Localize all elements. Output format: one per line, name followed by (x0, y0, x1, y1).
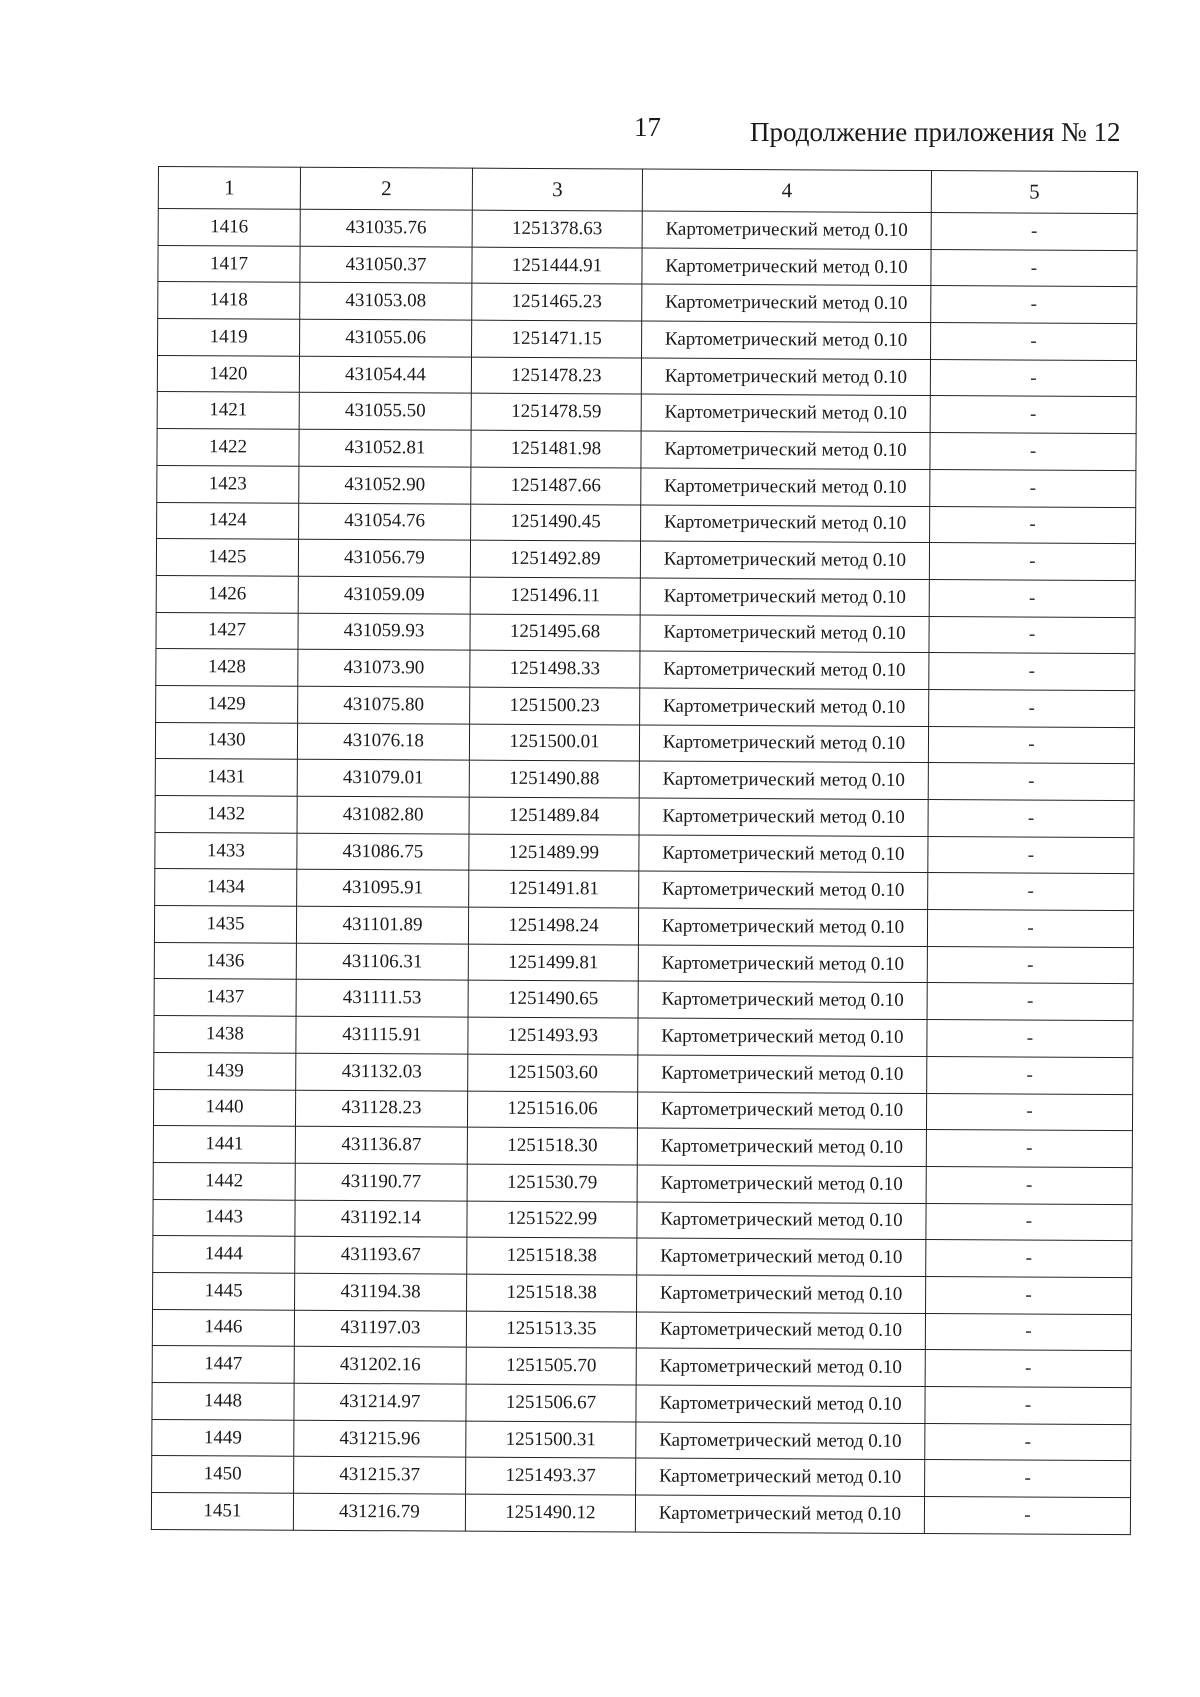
table-row (156, 575, 1135, 617)
table-cell: 431132.03 (296, 1053, 468, 1091)
table-cell: 431190.77 (295, 1163, 467, 1201)
table-cell: 1437 (154, 979, 296, 1016)
table-row (153, 1272, 1132, 1314)
table-cell: 1430 (155, 722, 297, 759)
table-body (151, 167, 1137, 1535)
table-cell: - (928, 763, 1134, 801)
column-header: 1 (158, 167, 300, 210)
table-row (155, 759, 1134, 801)
table-cell: Картометрический метод 0.10 (638, 908, 927, 946)
table-cell: 1422 (157, 429, 299, 466)
table-cell: 1421 (157, 392, 299, 429)
table-cell: 1251491.81 (469, 871, 639, 909)
table-row (152, 1419, 1131, 1461)
continuation-title: Продолжение приложения № 12 (750, 117, 1121, 147)
page-number: 17 (634, 112, 661, 142)
table-cell: - (927, 1056, 1133, 1094)
table-row (158, 319, 1137, 361)
table-cell: Картометрический метод 0.10 (638, 1055, 927, 1093)
table-cell: 431215.96 (294, 1420, 466, 1458)
table-cell: 431136.87 (295, 1126, 467, 1164)
table-row (155, 869, 1134, 911)
table-header-row (158, 167, 1137, 214)
table-cell: Картометрический метод 0.10 (641, 468, 930, 506)
table-row (153, 1089, 1132, 1131)
table-cell: 1251492.89 (470, 540, 640, 578)
table-cell: 1251498.33 (470, 650, 640, 688)
coordinates-table (151, 166, 1138, 1535)
column-header: 4 (642, 169, 931, 213)
table-cell: 1251490.45 (471, 504, 641, 542)
table-cell: - (927, 910, 1133, 948)
table-cell: 1251471.15 (472, 320, 642, 358)
table-cell: 1442 (153, 1162, 295, 1199)
table-cell: - (930, 323, 1136, 361)
table-cell: 1419 (158, 319, 300, 356)
table-cell: 431216.79 (293, 1493, 465, 1531)
table-cell: 431035.76 (300, 209, 472, 247)
table-cell: 1251478.59 (471, 394, 641, 432)
table-cell: 431128.23 (295, 1090, 467, 1128)
table-cell: Картометрический метод 0.10 (642, 284, 931, 322)
table-cell: 1432 (155, 795, 297, 832)
table-cell: 431052.90 (299, 466, 471, 504)
table-cell: 431115.91 (296, 1016, 468, 1054)
table-cell: - (927, 1020, 1133, 1058)
table-cell: Картометрический метод 0.10 (640, 615, 929, 653)
table-cell: 1439 (154, 1052, 296, 1089)
table-cell: 1251493.37 (466, 1458, 636, 1496)
table-cell: 1446 (152, 1309, 294, 1346)
table-row (157, 392, 1136, 434)
table-cell: 1451 (151, 1493, 293, 1530)
table-cell: 1251506.67 (466, 1384, 636, 1422)
table-row (154, 1016, 1133, 1058)
table-cell: 1423 (157, 465, 299, 502)
table-row (151, 1493, 1130, 1535)
table-cell: - (926, 1130, 1132, 1168)
table-row (156, 539, 1135, 581)
table-cell: Картометрический метод 0.10 (636, 1312, 925, 1350)
table-cell: 1418 (158, 282, 300, 319)
table-cell: Картометрический метод 0.10 (638, 945, 927, 983)
table-cell: - (925, 1387, 1131, 1425)
table-row (153, 1236, 1132, 1278)
table-cell: 1251518.38 (467, 1237, 637, 1275)
table-row (155, 795, 1134, 837)
table-cell: 1251499.81 (468, 944, 638, 982)
table-cell: Картометрический метод 0.10 (640, 688, 929, 726)
table-cell: 1251444.91 (472, 247, 642, 285)
table-cell: 1251518.30 (467, 1127, 637, 1165)
table-cell: 1251500.23 (470, 687, 640, 725)
table-cell: - (931, 213, 1137, 251)
table-cell: 431106.31 (296, 943, 468, 981)
table-cell: 431056.79 (298, 539, 470, 577)
table-row (156, 612, 1135, 654)
table-row (156, 685, 1135, 727)
table-cell: 1251490.65 (468, 981, 638, 1019)
table-cell: 1251481.98 (471, 430, 641, 468)
table-cell: 1251500.31 (466, 1421, 636, 1459)
table-cell: Картометрический метод 0.10 (640, 651, 929, 689)
table-row (157, 502, 1136, 544)
table-cell: 1417 (158, 245, 300, 282)
table-row (155, 722, 1134, 764)
column-header: 2 (300, 167, 472, 210)
table-row (157, 465, 1136, 507)
table-cell: 431214.97 (294, 1383, 466, 1421)
table-cell: 1251503.60 (468, 1054, 638, 1092)
table-row (153, 1126, 1132, 1168)
table-cell: 1251518.38 (467, 1274, 637, 1312)
table-cell: 1449 (152, 1419, 294, 1456)
table-cell: 431054.44 (299, 356, 471, 394)
table-cell: 1251490.88 (469, 760, 639, 798)
table-cell: - (925, 1423, 1131, 1461)
table-cell: 431052.81 (299, 429, 471, 467)
table-cell: Картометрический метод 0.10 (641, 431, 930, 469)
table-cell: 1251522.99 (467, 1201, 637, 1239)
table-row (155, 832, 1134, 874)
table-cell: Картометрический метод 0.10 (637, 1165, 926, 1203)
table-cell: 1447 (152, 1346, 294, 1383)
table-cell: - (925, 1313, 1131, 1351)
table-row (154, 906, 1133, 948)
table-cell: 431193.67 (295, 1236, 467, 1274)
column-header: 3 (472, 168, 642, 211)
table-cell: Картометрический метод 0.10 (635, 1495, 924, 1533)
table-cell: Картометрический метод 0.10 (637, 1202, 926, 1240)
table-cell: 431055.06 (300, 319, 472, 357)
table-cell: 1251496.11 (470, 577, 640, 615)
table-cell: Картометрический метод 0.10 (636, 1422, 925, 1460)
table-row (158, 245, 1137, 287)
table-cell: - (928, 836, 1134, 874)
table-cell: - (931, 286, 1137, 324)
table-cell: Картометрический метод 0.10 (636, 1348, 925, 1386)
table-cell: 1431 (155, 759, 297, 796)
table-cell: Картометрический метод 0.10 (642, 211, 931, 249)
table-cell: - (931, 249, 1137, 287)
table-cell: Картометрический метод 0.10 (639, 725, 928, 763)
table-cell: 431215.37 (294, 1457, 466, 1495)
table-cell: 431059.93 (298, 613, 470, 651)
table-cell: - (926, 1276, 1132, 1314)
table-cell: 431101.89 (296, 906, 468, 944)
table-row (153, 1162, 1132, 1204)
table-cell: 1251498.24 (468, 907, 638, 945)
table-row (158, 209, 1137, 251)
table-cell: 431053.08 (300, 283, 472, 321)
table-cell: Картометрический метод 0.10 (636, 1458, 925, 1496)
table-cell: 1251465.23 (472, 284, 642, 322)
table-cell: - (926, 1093, 1132, 1131)
table-cell: - (930, 433, 1136, 471)
table-cell: Картометрический метод 0.10 (640, 578, 929, 616)
table-row (152, 1382, 1131, 1424)
table-cell: 431194.38 (295, 1273, 467, 1311)
table-cell: 1443 (153, 1199, 295, 1236)
table-cell: 431197.03 (294, 1310, 466, 1348)
table-row (152, 1309, 1131, 1351)
table-row (153, 1199, 1132, 1241)
table-cell: Картометрический метод 0.10 (641, 358, 930, 396)
table-cell: 1251490.12 (465, 1494, 635, 1532)
table-cell: 431202.16 (294, 1347, 466, 1385)
table-cell: 1424 (157, 502, 299, 539)
column-header: 5 (931, 171, 1137, 214)
table-cell: 1428 (156, 649, 298, 686)
table-cell: 1251513.35 (466, 1311, 636, 1349)
table-cell: Картометрический метод 0.10 (637, 1275, 926, 1313)
table-cell: - (929, 543, 1135, 581)
table-cell: 1251516.06 (467, 1091, 637, 1129)
table-cell: Картометрический метод 0.10 (640, 541, 929, 579)
table-cell: 1251530.79 (467, 1164, 637, 1202)
table-cell: 1441 (153, 1126, 295, 1163)
table-cell: - (927, 983, 1133, 1021)
table-cell: 431192.14 (295, 1200, 467, 1238)
table-cell: 1444 (153, 1236, 295, 1273)
table-row (152, 1346, 1131, 1388)
table-row (157, 355, 1136, 397)
table-cell: 1426 (156, 575, 298, 612)
table-cell: 431082.80 (297, 796, 469, 834)
table-cell: 1251478.23 (471, 357, 641, 395)
table-cell: - (927, 946, 1133, 984)
table-cell: - (925, 1350, 1131, 1388)
table-cell: Картометрический метод 0.10 (639, 798, 928, 836)
table-cell: - (929, 579, 1135, 617)
table-cell: 431055.50 (299, 393, 471, 431)
table-cell: Картометрический метод 0.10 (642, 321, 931, 359)
table-cell: 1435 (154, 906, 296, 943)
table-row (154, 979, 1133, 1021)
table-cell: 1251500.01 (469, 724, 639, 762)
table-cell: 431079.01 (297, 760, 469, 798)
table-cell: 1445 (153, 1272, 295, 1309)
table-cell: - (929, 616, 1135, 654)
table-row (152, 1456, 1131, 1498)
table-cell: - (929, 689, 1135, 727)
table-cell: 1251489.99 (469, 834, 639, 872)
table-cell: Картометрический метод 0.10 (642, 248, 931, 286)
table-cell: Картометрический метод 0.10 (641, 394, 930, 432)
table-cell: - (930, 506, 1136, 544)
table-cell: Картометрический метод 0.10 (641, 505, 930, 543)
table-cell: - (928, 800, 1134, 838)
table-cell: 1434 (155, 869, 297, 906)
table-cell: 1440 (153, 1089, 295, 1126)
table-cell: 431073.90 (298, 649, 470, 687)
table-cell: - (928, 873, 1134, 911)
table-row (154, 942, 1133, 984)
table-cell: - (926, 1240, 1132, 1278)
table-cell: 431050.37 (300, 246, 472, 284)
table-cell: - (924, 1497, 1130, 1535)
table-cell: - (929, 653, 1135, 691)
table-cell: Картометрический метод 0.10 (639, 761, 928, 799)
table-cell: Картометрический метод 0.10 (637, 1128, 926, 1166)
table-cell: Картометрический метод 0.10 (639, 871, 928, 909)
table-cell: 431075.80 (298, 686, 470, 724)
table-cell: 1433 (155, 832, 297, 869)
table-cell: 431076.18 (297, 723, 469, 761)
table-cell: 431095.91 (297, 870, 469, 908)
table-cell: - (926, 1203, 1132, 1241)
table-cell: 431059.09 (298, 576, 470, 614)
table-cell: 1251505.70 (466, 1347, 636, 1385)
table-cell: 1448 (152, 1382, 294, 1419)
table-cell: 1251487.66 (471, 467, 641, 505)
table-cell: - (930, 469, 1136, 507)
table-cell: 1416 (158, 209, 300, 246)
table-cell: 1436 (154, 942, 296, 979)
table-cell: 431054.76 (299, 503, 471, 541)
table-row (156, 649, 1135, 691)
table-cell: 431086.75 (297, 833, 469, 871)
table-cell: 1450 (152, 1456, 294, 1493)
table-cell: Картометрический метод 0.10 (638, 1018, 927, 1056)
table-cell: 431111.53 (296, 980, 468, 1018)
table-cell: - (926, 1166, 1132, 1204)
page-header (0, 112, 1200, 152)
table-cell: Картометрический метод 0.10 (637, 1092, 926, 1130)
table-cell: Картометрический метод 0.10 (639, 835, 928, 873)
table-cell: Картометрический метод 0.10 (638, 981, 927, 1019)
table-cell: - (930, 396, 1136, 434)
table-cell: 1420 (157, 355, 299, 392)
table-cell: 1429 (156, 685, 298, 722)
table-row (154, 1052, 1133, 1094)
table-row (158, 282, 1137, 324)
table-cell: - (928, 726, 1134, 764)
table-cell: 1251489.84 (469, 797, 639, 835)
table-cell: - (925, 1460, 1131, 1498)
table-cell: Картометрический метод 0.10 (636, 1385, 925, 1423)
table-cell: 1251378.63 (472, 210, 642, 248)
table-cell: 1425 (156, 539, 298, 576)
table-cell: 1427 (156, 612, 298, 649)
table-cell: Картометрический метод 0.10 (637, 1238, 926, 1276)
table-cell: - (930, 359, 1136, 397)
table-cell: 1438 (154, 1016, 296, 1053)
table-row (157, 429, 1136, 471)
table-cell: 1251495.68 (470, 614, 640, 652)
table-cell: 1251493.93 (468, 1017, 638, 1055)
